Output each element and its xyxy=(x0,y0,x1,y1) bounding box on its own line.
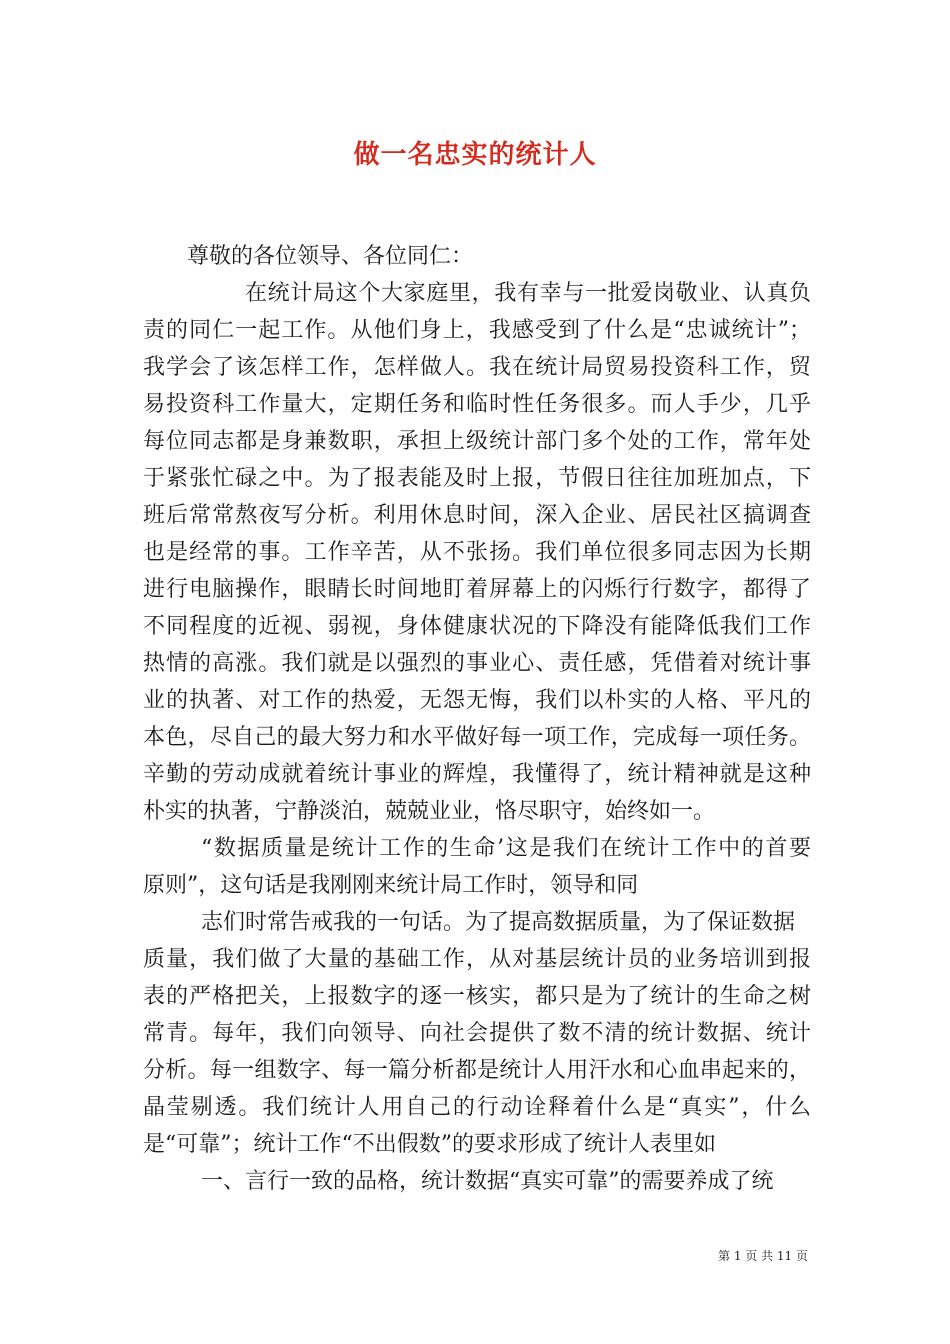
document-body xyxy=(143,238,811,1200)
paragraph-line: 表的严格把关，上报数字的逐一核实，都只是为了统计的生命之树 xyxy=(143,984,811,1009)
paragraph-line: 质量，我们做了大量的基础工作，从对基层统计员的业务培训到报 xyxy=(143,947,811,972)
paragraph-line: 责的同仁一起工作。从他们身上，我感受到了什么是“忠诚统计”； xyxy=(143,318,811,343)
paragraph-line: 是“可靠”；统计工作“不出假数”的要求形成了统计人表里如 xyxy=(143,1132,716,1157)
paragraph-line: 一、言行一致的品格，统计数据“真实可靠”的需要养成了统 xyxy=(201,1169,774,1194)
paragraph-line: 晶莹剔透。我们统计人用自己的行动诠释着什么是“真实”，什么 xyxy=(143,1095,811,1120)
paragraph-line: 也是经常的事。工作辛苦，从不张扬。我们单位很多同志因为长期 xyxy=(143,540,811,565)
paragraph-line: 不同程度的近视、弱视，身体健康状况的下降没有能降低我们工作 xyxy=(143,614,811,639)
paragraph-line: 朴实的执著，宁静淡泊，兢兢业业，恪尽职守，始终如一。 xyxy=(143,799,716,824)
salutation-line: 尊敬的各位领导、各位同仁： xyxy=(187,244,474,269)
paragraph-line: 常青。每年，我们向领导、向社会提供了数不清的统计数据、统计 xyxy=(143,1021,811,1046)
paragraph-line: 班后常常熬夜写分析。利用休息时间，深入企业、居民社区搞调查 xyxy=(143,503,811,528)
paragraph-line: 辛勤的劳动成就着统计事业的辉煌，我懂得了，统计精神就是这种 xyxy=(143,762,811,787)
paragraph-line: 本色，尽自己的最大努力和水平做好每一项工作，完成每一项任务。 xyxy=(143,725,811,750)
paragraph-line: 每位同志都是身兼数职，承担上级统计部门多个处的工作，常年处 xyxy=(143,429,811,454)
paragraph-line: 易投资科工作量大，定期任务和临时性任务很多。而人手少，几乎 xyxy=(143,392,811,417)
paragraph-line: “数据质量是统计工作的生命’这是我们在统计工作中的首要 xyxy=(201,836,811,861)
document-title: 做一名忠实的统计人 xyxy=(353,140,597,170)
paragraph-line: 我学会了该怎样工作，怎样做人。我在统计局贸易投资科工作，贸 xyxy=(143,355,811,380)
paragraph-line: 进行电脑操作，眼睛长时间地盯着屏幕上的闪烁行行数字，都得了 xyxy=(143,577,811,602)
paragraph-line: 分析。每一组数字、每一篇分析都是统计人用汗水和心血串起来的， xyxy=(143,1058,811,1083)
paragraph-line: 在统计局这个大家庭里，我有幸与一批爱岗敬业、认真负 xyxy=(245,281,811,306)
paragraph-line: 业的执著、对工作的热爱，无怨无悔，我们以朴实的人格、平凡的 xyxy=(143,688,811,713)
paragraph-line: 于紧张忙碌之中。为了报表能及时上报，节假日往往加班加点，下 xyxy=(143,466,811,491)
page-number: 第 1 页 共 11 页 xyxy=(718,1249,808,1263)
paragraph-line: 热情的高涨。我们就是以强烈的事业心、责任感，凭借着对统计事 xyxy=(143,651,811,676)
paragraph-line: 原则”，这句话是我刚刚来统计局工作时，领导和同 xyxy=(143,873,639,898)
paragraph-line: 志们时常告戒我的一句话。为了提高数据质量，为了保证数据 xyxy=(201,910,796,935)
